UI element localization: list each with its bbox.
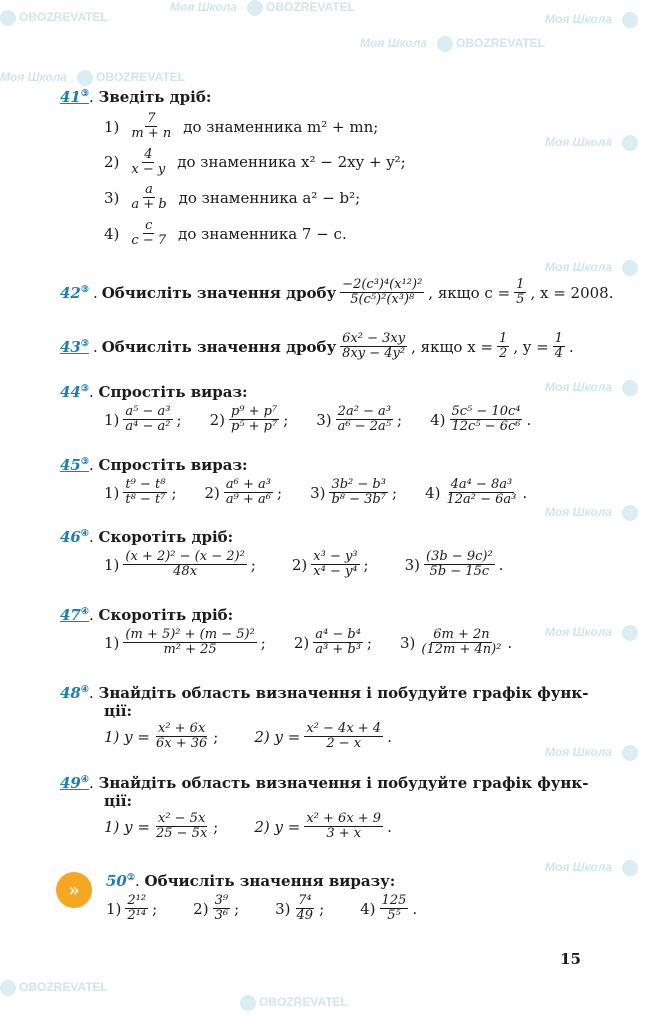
- task-item: 1) $\frac{\text{a⁵ − a³}}{\text{a⁴ − a²}}$ ;: [104, 404, 182, 435]
- task-item: 1) $\frac{\text{(m + 5)² + (m − 5)²}}{\text{m² + 25}}$ ;: [104, 627, 266, 658]
- task-item: 4) $\frac{c}{c - 7}$ до знаменника 7 − c.: [104, 217, 347, 249]
- task-item: 1) $\frac{\text{(x + 2)² − (x − 2)²}}{48x}$ ;: [104, 549, 256, 580]
- task-item: 4) $\frac{\text{4a⁴ − 8a³}}{\text{12a² − 6a³}}$ .: [425, 477, 528, 508]
- watermark: Моя Школа: [545, 625, 641, 641]
- watermark: Моя Школа OBOZREVATEL: [360, 36, 545, 51]
- task-item: 3) $\frac{\text{(3b − 9c)²}}{5b - 15c}$ .: [404, 549, 504, 580]
- task-item: 2) y = $\frac{\text{x² − 4x + 4}}{2 - x}$ .: [254, 721, 392, 752]
- watermark: OBOZREVATEL: [0, 980, 108, 996]
- exercise-number: 42③: [60, 283, 89, 302]
- task-item: 4) $\frac{\text{5c⁵ − 10c⁴}}{\text{12c⁵ − 6c⁶}}$ .: [430, 404, 532, 435]
- task-item: 2) y = $\frac{\text{x² + 6x + 9}}{3 + x}$ .: [254, 811, 392, 842]
- exercise-number[interactable]: 49④: [60, 774, 89, 792]
- task-item: 2) $\frac{\text{a⁶ + a³}}{\text{a⁹ + a⁶}}$ ;: [204, 477, 283, 508]
- task-item: 3) $\frac{a}{a + b}$ до знаменника a² − b²;: [104, 182, 361, 213]
- watermark: Моя Школа: [545, 380, 641, 396]
- watermark: Моя Школа: [545, 12, 641, 28]
- exercise-49: 49④. Знайдіть область визначення і побудуйте графік функ- ції: 1) y = $\frac{\text{x² − 5x}}{25 - 5x}$ ; 2) y = $\frac{\text{x² + 6x + 9}}{3 + x}$ .: [60, 774, 589, 842]
- watermark: Моя Школа: [545, 135, 641, 151]
- task-item: 1) y = $\frac{\text{x² − 5x}}{25 - 5x}$ ;: [104, 811, 219, 842]
- task-item: 2) $\frac{\text{3⁹}}{\text{3⁶}}$ ;: [193, 893, 240, 924]
- watermark: Моя Школа: [545, 505, 641, 521]
- exercise-number: 46④: [60, 528, 89, 546]
- task-item: 2) $\frac{\text{p⁹ + p⁷}}{\text{p⁵ + p⁷}}$ ;: [209, 404, 289, 435]
- watermark: Моя Школа: [545, 260, 641, 276]
- fast-forward-icon: »: [56, 872, 92, 908]
- exercise-number[interactable]: 45③: [60, 456, 89, 474]
- exercise-title: Зведіть дріб:: [98, 88, 212, 106]
- exercise-47: 47④. Скоротіть дріб: 1) $\frac{\text{(m + 5)² + (m − 5)²}}{\text{m² + 25}}$ ; 2) $\frac{\text{a⁴ − b⁴}}{\text{a³ + b³}}$ ; 3) $\frac{6m + 2n}{\text{(12m + 4n)²}}$ .: [60, 606, 513, 658]
- exercise-41: 41③. Зведіть дріб: 1) $\frac{7}{m + n}$ до знаменника m² + mn; 2) $\frac{4}{x - y}$ до знаменника x² − 2xy + y²; 3) $\frac{a}{a + b}$ до знаменника a² − b²; 4) $\frac{c}{c - 7}$ до знаменника 7 − c.: [60, 88, 629, 248]
- exercise-45: 45③. Спростіть вираз: 1) $\frac{\text{t⁹ − t⁸}}{\text{t⁸ − t⁷}}$ ; 2) $\frac{\text{a⁶ + a³}}{\text{a⁹ + a⁶}}$ ; 3) $\frac{\text{3b² − b³}}{\text{b⁸ − 3b⁷}}$ ; 4) $\frac{\text{4a⁴ − 8a³}}{\text{12a² − 6a³}}$ .: [60, 456, 528, 508]
- exercise-46: 46④. Скоротіть дріб: 1) $\frac{\text{(x + 2)² − (x − 2)²}}{48x}$ ; 2) $\frac{\text{x³ − y³}}{\text{x⁴ − y⁴}}$ ; 3) $\frac{\text{(3b − 9c)²}}{5b - 15c}$ .: [60, 528, 504, 580]
- task-item: 4) $\frac{125}{\text{5⁵}}$ .: [360, 893, 418, 924]
- exercise-number[interactable]: 47④: [60, 606, 89, 624]
- watermark: OBOZREVATEL: [240, 995, 348, 1011]
- watermark: Моя Школа: [545, 860, 641, 876]
- exercise-number[interactable]: 43③: [60, 337, 89, 356]
- task-item: 1) $\frac{\text{t⁹ − t⁸}}{\text{t⁸ − t⁷}}$ ;: [104, 477, 177, 508]
- exercise-number: 48④: [60, 684, 89, 702]
- task-item: 3) $\frac{6m + 2n}{\text{(12m + 4n)²}}$ .: [399, 627, 513, 658]
- task-item: 3) $\frac{\text{3b² − b³}}{\text{b⁸ − 3b⁷}}$ ;: [310, 477, 398, 508]
- exercise-44: 44③. Спростіть вираз: 1) $\frac{\text{a⁵ − a³}}{\text{a⁴ − a²}}$ ; 2) $\frac{\text{p⁹ + p⁷}}{\text{p⁵ + p⁷}}$ ; 3) $\frac{\text{2a² − a³}}{\text{a⁶ − 2a⁵}}$ ; 4) $\frac{\text{5c⁵ − 10c⁴}}{\text{12c⁵ − 6c⁶}}$ .: [60, 383, 532, 435]
- task-item: 1) y = $\frac{\text{x² + 6x}}{6x + 36}$ ;: [104, 721, 219, 752]
- task-item: 1) $\frac{7}{m + n}$ до знаменника m² + mn;: [104, 111, 379, 142]
- watermark: OBOZREVATEL: [0, 10, 108, 26]
- task-item: 1) $\frac{\text{2¹²}}{\text{2¹⁴}}$ ;: [106, 893, 158, 924]
- exercise-42: 42③ . Обчисліть значення дробу $\frac{\text{−2(c³)⁴(x¹²)²}}{\text{5(c⁵)²(x³)⁸}}$ , якщо c = $\frac{1}{5}$ , x = 2008.: [60, 277, 614, 308]
- exercise-number: 50②: [106, 872, 135, 890]
- exercise-48: 48④. Знайдіть область визначення і побудуйте графік функ- ції: 1) y = $\frac{\text{x² + 6x}}{6x + 36}$ ; 2) y = $\frac{\text{x² − 4x + 4}}{2 - x}$ .: [60, 684, 589, 752]
- exercise-50: 50②. Обчисліть значення виразу: 1) $\frac{\text{2¹²}}{\text{2¹⁴}}$ ; 2) $\frac{\text{3⁹}}{\text{3⁶}}$ ; 3) $\frac{\text{7⁴}}{49}$ ; 4) $\frac{125}{\text{5⁵}}$ .: [106, 872, 418, 924]
- watermark: Моя Школа OBOZREVATEL: [0, 70, 185, 85]
- watermark: Моя Школа OBOZREVATEL: [170, 0, 355, 15]
- task-item: 3) $\frac{\text{7⁴}}{49}$ ;: [275, 893, 325, 924]
- page-number: 15: [560, 950, 581, 968]
- exercise-number[interactable]: 41③: [60, 88, 89, 106]
- task-item: 2) $\frac{4}{x - y}$ до знаменника x² − 2xy + y²;: [104, 146, 406, 177]
- task-item: 3) $\frac{\text{2a² − a³}}{\text{a⁶ − 2a⁵}}$ ;: [316, 404, 403, 435]
- task-item: 2) $\frac{\text{a⁴ − b⁴}}{\text{a³ + b³}}$ ;: [293, 627, 372, 658]
- exercise-number: 44③: [60, 383, 89, 401]
- task-item: 2) $\frac{\text{x³ − y³}}{\text{x⁴ − y⁴}}$ ;: [291, 549, 369, 580]
- exercise-43: 43③ . Обчисліть значення дробу $\frac{\text{6x² − 3xy}}{\text{8xy − 4y²}}$ , якщо x = $\frac{1}{2}$ , y = $\frac{1}{4}$ .: [60, 331, 574, 362]
- watermark: Моя Школа: [545, 745, 641, 761]
